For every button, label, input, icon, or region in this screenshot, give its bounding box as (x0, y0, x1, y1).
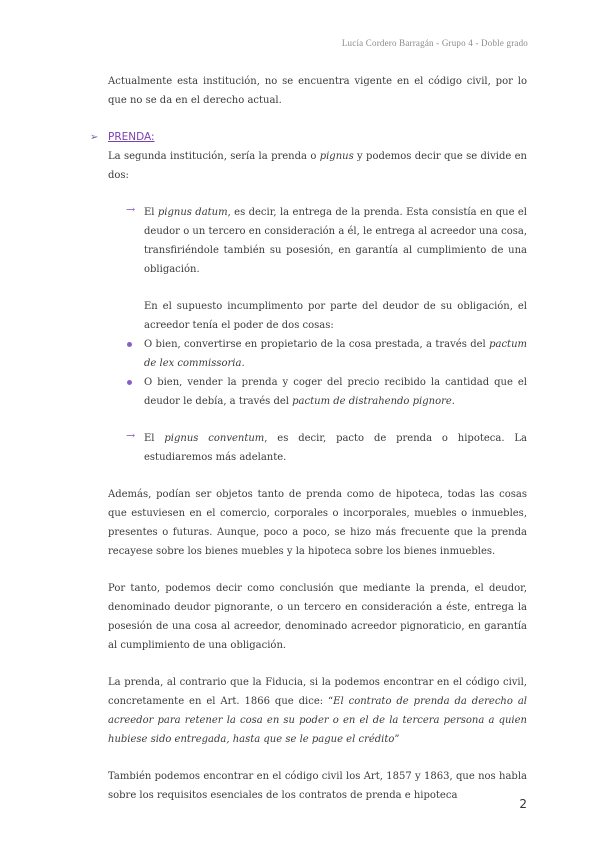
page-header: Lucía Cordero Barragán - Grupo 4 - Doble grado (341, 38, 528, 48)
fiducia-paragraph (108, 673, 527, 749)
fiducia-text: La prenda, al contrario que la Fiducia, si la podemos encontrar en el código civil, concretamente en el Art. 1866 que dice: “ (108, 677, 527, 707)
bullet2-text: O bien, vender la prenda y coger del precio recibido la cantidad que el deudor le debía, a través del (144, 377, 527, 407)
portanto-paragraph: Por tanto, podemos decir como conclusión que mediante la prenda, el deudor, denominado deudor pignorante, o un tercero en consideración a éste, entrega la posesión de una cosa al acreedor, denominado acreedor pignoraticio, en garantía al cumplimiento de una obligación. (108, 583, 527, 651)
bullet1-text: O bien, convertirse en propietario de la cosa prestada, a través del (144, 339, 490, 350)
ademas-paragraph: Además, podían ser objetos tanto de prenda como de hipoteca, todas las cosas que estuviesen en el comercio, corporales o incorporales, muebles o inmuebles, presentes o futuras. Aunque, poco a poco, se hizo más frecuente que la prenda recayese sobre los bienes muebles y la hipoteca sobre los bienes inmuebles. (108, 489, 527, 557)
item1-text-c: , es decir, la entrega de la prenda. Esta consistía en que el deudor o un tercero en consideración a él, le entrega al acreedor una cosa, transfiriéndole también su posesión, en garantía al cumplimiento de una obligación. (144, 207, 527, 275)
fiducia-close-quote: ” (394, 734, 400, 745)
pignus-datum-text (144, 203, 527, 279)
arrow-bullet-icon: ➢ (90, 132, 99, 143)
item2-italic: pignus conventum (164, 433, 265, 444)
incumplimiento-paragraph: En el supuesto incumplimento por parte del deudor de su obligación, el acreedor tenía el poder de dos cosas: (144, 301, 527, 331)
bullet-text-2 (144, 373, 527, 411)
pignus-conventum-text (144, 429, 527, 467)
section-intro-text-end: y podemos decir que se divide en dos: (108, 151, 527, 181)
list-item (144, 373, 527, 411)
arrow-right-icon: → (126, 203, 136, 216)
item2-text-a: El (144, 433, 165, 444)
bullet-list (144, 335, 527, 411)
fiducia-quote: El contrato de prenda da derecho al acreedor para retener la cosa en su poder o en el de la tercera persona a quien hubiese sido entregada, hasta que se le pague el crédito (108, 696, 527, 745)
list-item (144, 335, 527, 373)
bullet2-italic: pactum de distrahendo pignore. (292, 396, 455, 407)
bullet1-italic: pactum de lex commissoria. (144, 339, 527, 369)
bullet-text-1 (144, 335, 527, 373)
bullet-dot-icon (127, 342, 132, 347)
section-intro-text: La segunda institución, sería la prenda o (108, 151, 320, 162)
tambien-paragraph: También podemos encontrar en el código civil los Art, 1857 y 1863, que nos habla sobre los requisitos esenciales de los contratos de prenda e hipoteca (108, 771, 527, 801)
arrow-right-icon: → (126, 429, 136, 442)
section-intro-italic: pignus (319, 151, 354, 162)
list-item-pignus-conventum (126, 429, 527, 467)
item1-text-a: El (144, 207, 158, 218)
intro-paragraph: Actualmente esta institución, no se encuentra vigente en el código civil, por lo que no se da en el derecho actual. (108, 76, 527, 106)
bullet-dot-icon (127, 380, 132, 385)
section-heading (90, 128, 527, 147)
document-body (90, 72, 527, 805)
item2-text-c: , es decir, pacto de prenda o hipoteca. La estudiaremos más adelante. (144, 433, 527, 463)
section-intro (108, 147, 527, 185)
section-title: PRENDA: (108, 131, 155, 143)
page-number: 2 (519, 797, 527, 811)
item1-italic: pignus datum (157, 207, 228, 218)
list-item-pignus-datum (126, 203, 527, 335)
